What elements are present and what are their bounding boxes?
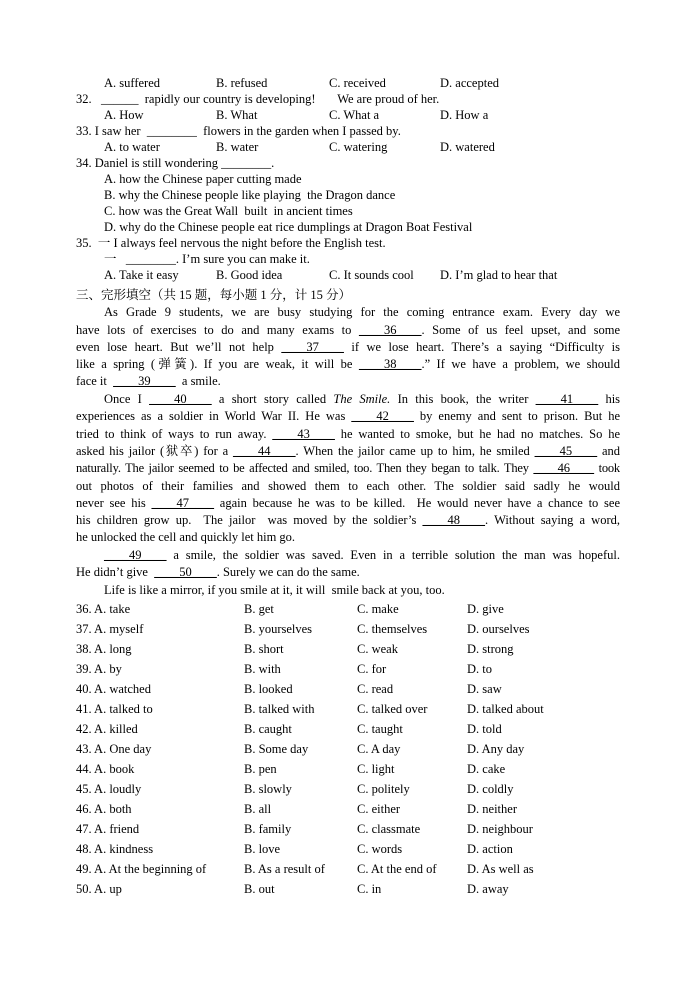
q34-option-b: B. why the Chinese people like playing the Dragon dance	[104, 188, 396, 202]
q32-option-d: D. How a	[440, 108, 489, 122]
cloze-option: 43. A. One day	[76, 742, 152, 756]
passage-line: asked his jailor (狱卒) for a ____44____. When the jailor came up to him, he smiled ____45____ and	[76, 444, 620, 458]
cloze-option: C. either	[357, 802, 401, 816]
q33-blank: ________	[146, 124, 197, 138]
passage-line: As Grade 9 students, we are busy studying for the coming entrance exam. Every day we	[104, 305, 620, 319]
cloze-option: C. read	[357, 682, 394, 696]
cloze-option: 50. A. up	[76, 882, 122, 896]
cloze-option: D. Any day	[467, 742, 525, 756]
passage-line: like a spring (弹簧). If you are weak, it will be ____38____.” If we have a problem, we should	[76, 357, 620, 371]
q32-option-b: B. What	[216, 108, 258, 122]
cloze-option: B. slowly	[244, 782, 292, 796]
cloze-option: D. action	[467, 842, 513, 856]
cloze-option: B. out	[244, 882, 275, 896]
passage-line: naturally. The jailor seemed to be affected and smiled, too. Then they began to talk. They ____46____ took	[76, 461, 620, 475]
passage-line: Life is like a mirror, if you smile at it, it will smile back at you, too.	[104, 583, 445, 597]
passage-line: have lots of exercises to do and many exams to ____36____. Some of us feel upset, and some	[76, 323, 620, 337]
q32-option-c: C. What a	[329, 108, 380, 122]
cloze-option: B. pen	[244, 762, 277, 776]
passage-line: ____49____ a smile, the soldier was saved. Even in a terrible solution the man was hopeful.	[104, 548, 620, 562]
cloze-option: D. neither	[467, 802, 517, 816]
q33-number: 33. I saw her	[76, 124, 141, 138]
cloze-option: B. family	[244, 822, 292, 836]
blank-50: ____50____	[154, 565, 217, 579]
cloze-option: 49. A. At the beginning of	[76, 862, 207, 876]
blank-39: ____39____	[113, 374, 176, 388]
blank-38: ____38____	[358, 357, 422, 371]
blank-40: ____40____	[149, 392, 212, 406]
q32-blank: ______	[101, 92, 139, 106]
passage-line: Once I ____40____ a short story called The Smile. In this book, the writer ____41____ his	[104, 392, 621, 406]
q31-option-b: B. refused	[216, 76, 268, 90]
q34-option-c: C. how was the Great Wall built in ancient times	[104, 204, 353, 218]
cloze-option: B. caught	[244, 722, 292, 736]
passage-line: face it ____39____ a smile.	[76, 374, 221, 388]
blank-45: ____45____	[534, 444, 598, 458]
q32-stem	[76, 91, 439, 107]
cloze-option: 47. A. friend	[76, 822, 140, 836]
book-title: The Smile.	[333, 392, 391, 406]
q35-option-d: D. I’m glad to hear that	[440, 268, 558, 282]
passage-line: never see his ____47____ again because he was to be killed. He would never have a chance to see	[76, 496, 620, 510]
cloze-option: 41. A. talked to	[76, 702, 153, 716]
q35-dash: 一	[104, 252, 117, 266]
blank-36: ____36____	[358, 323, 422, 337]
blank-46: ____46____	[533, 461, 594, 475]
q33-option-b: B. water	[216, 140, 259, 154]
cloze-option: 40. A. watched	[76, 682, 151, 696]
cloze-option: D. told	[467, 722, 502, 736]
cloze-option: B. yourselves	[244, 622, 313, 636]
cloze-option: B. Some day	[244, 742, 309, 756]
q31-option-c: C. received	[329, 76, 386, 90]
cloze-option: C. words	[357, 842, 403, 856]
cloze-option: 36. A. take	[76, 602, 131, 616]
cloze-option: C. themselves	[357, 622, 428, 636]
q35-line2	[104, 251, 310, 267]
q34-period: .	[271, 156, 275, 170]
cloze-option: B. all	[244, 802, 272, 816]
q35-text: . I’m sure you can make it.	[175, 252, 310, 266]
cloze-option: C. classmate	[357, 822, 421, 836]
q33-option-a: A. to water	[104, 140, 160, 154]
cloze-option: 44. A. book	[76, 762, 135, 776]
cloze-option: C. weak	[357, 642, 398, 656]
cloze-option: D. give	[467, 602, 504, 616]
cloze-option: D. coldly	[467, 782, 514, 796]
passage-line: experiences as a soldier in World War II. He was ____42____ by enemy and sent to prison. But he	[76, 409, 620, 423]
blank-37: ____37____	[281, 340, 344, 354]
cloze-option: 37. A. myself	[76, 622, 144, 636]
q33-option-c: C. watering	[329, 140, 388, 154]
passage-line: his children grow up. The jailor was moved by the soldier’s ____48____. Without saying a word,	[76, 513, 620, 527]
cloze-option: C. light	[357, 762, 395, 776]
cloze-option: B. love	[244, 842, 281, 856]
cloze-option: C. talked over	[357, 702, 428, 716]
cloze-option: C. make	[357, 602, 399, 616]
cloze-option: B. short	[244, 642, 284, 656]
cloze-option: C. A day	[357, 742, 401, 756]
cloze-option: D. neighbour	[467, 822, 533, 836]
q31-option-a: A. suffered	[104, 76, 160, 90]
cloze-option: D. As well as	[467, 862, 534, 876]
q32-text: rapidly our country is developing! We are proud of her.	[144, 92, 440, 106]
cloze-option: C. taught	[357, 722, 403, 736]
q34-option-a: A. how the Chinese paper cutting made	[104, 172, 302, 186]
cloze-option: C. for	[357, 662, 387, 676]
passage-line: He didn’t give ____50____. Surely we can do the same.	[76, 565, 360, 579]
blank-43: ____43____	[272, 427, 335, 441]
cloze-option: D. to	[467, 662, 492, 676]
q35-option-a: A. Take it easy	[104, 268, 179, 282]
section-heading: 三、完形填空（共 15 题，每小题 1 分，计 15 分）	[76, 288, 352, 302]
q35-option-b: B. Good idea	[216, 268, 283, 282]
q33-text: flowers in the garden when I passed by.	[203, 124, 401, 138]
cloze-option: B. As a result of	[244, 862, 325, 876]
blank-44: ____44____	[233, 444, 296, 458]
cloze-option: B. with	[244, 662, 281, 676]
q34-option-d: D. why do the Chinese people eat rice dumplings at Dragon Boat Festival	[104, 220, 473, 234]
cloze-option: 45. A. loudly	[76, 782, 142, 796]
cloze-option: B. get	[244, 602, 274, 616]
q33-stem	[76, 123, 401, 139]
cloze-option: C. in	[357, 882, 382, 896]
passage-line: even lose heart. But we’ll not help ____37____ if we lose heart. There’s a saying “Difficulty is	[76, 340, 620, 354]
cloze-option: 38. A. long	[76, 642, 132, 656]
passage-line: out photos of their families and showed them to each other. The soldier said sadly he would	[76, 479, 620, 493]
cloze-option: D. away	[467, 882, 509, 896]
passage-line: tried to think of ways to run away. ____43____ he wanted to smoke, but he had no matches. So he	[76, 427, 620, 441]
q32-number: 32.	[76, 92, 92, 106]
q35-option-c: C. It sounds cool	[329, 268, 414, 282]
q33-option-d: D. watered	[440, 140, 495, 154]
q31-option-d: D. accepted	[440, 76, 499, 90]
cloze-option: B. talked with	[244, 702, 315, 716]
q34-number: 34. Daniel is still wondering	[76, 156, 218, 170]
q34-stem	[76, 155, 274, 171]
cloze-option: B. looked	[244, 682, 293, 696]
cloze-option: D. strong	[467, 642, 514, 656]
q34-blank: ________	[221, 156, 272, 170]
q35-blank: ________	[125, 252, 176, 266]
cloze-option: 48. A. kindness	[76, 842, 154, 856]
cloze-option: D. cake	[467, 762, 506, 776]
cloze-option: 46. A. both	[76, 802, 132, 816]
cloze-option: C. politely	[357, 782, 410, 796]
blank-48: ____48____	[422, 513, 486, 527]
blank-42: ____42____	[351, 409, 414, 423]
q35-line1: 35. 一 I always feel nervous the night before the English test.	[76, 236, 386, 250]
blank-47: ____47____	[151, 496, 215, 510]
passage-line: he unlocked the cell and quickly let him go.	[76, 530, 296, 544]
blank-41: ____41____	[535, 392, 599, 406]
cloze-option: D. talked about	[467, 702, 544, 716]
cloze-option: 42. A. killed	[76, 722, 138, 736]
cloze-option: D. ourselves	[467, 622, 530, 636]
blank-49: ____49____	[104, 548, 167, 562]
q32-option-a: A. How	[104, 108, 144, 122]
cloze-option: C. At the end of	[357, 862, 437, 876]
cloze-option: D. saw	[467, 682, 502, 696]
cloze-option: 39. A. by	[76, 662, 122, 676]
